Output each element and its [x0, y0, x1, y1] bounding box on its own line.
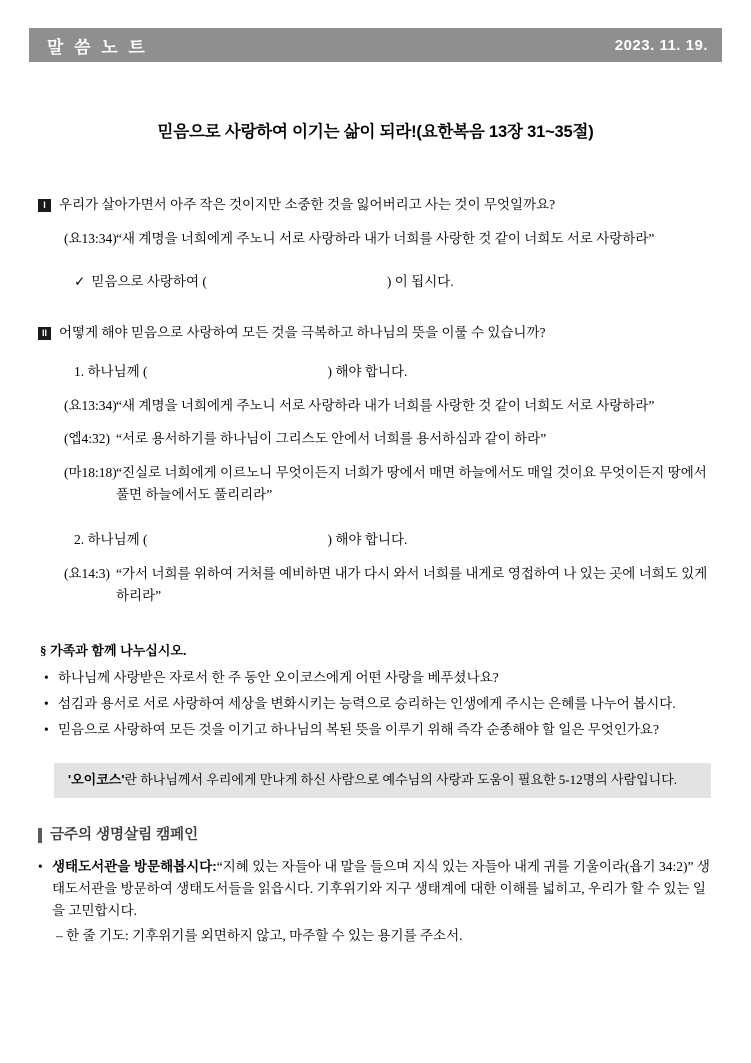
item-1-blank[interactable]	[148, 362, 328, 383]
page-title: 믿음으로 사랑하여 이기는 삶이 되라!(요한복음 13장 31~35절)	[157, 123, 594, 141]
list-item: • 섬김과 용서로 서로 사랑하여 세상을 변화시키는 능력으로 승리하는 인생에게 주시는 은혜를 나누어 봅시다.	[38, 693, 713, 714]
verse-text: “진실로 너희에게 이르노니 무엇이든지 너희가 땅에서 매면 하늘에서도 매일 것이요 무엇이든지 땅에서 풀면 하늘에서도 풀리리라”	[116, 465, 707, 503]
document-body	[38, 195, 713, 947]
header-bar	[29, 28, 722, 62]
verse-reference: (엡4:32)	[64, 431, 111, 447]
item-2-blank[interactable]	[148, 530, 328, 551]
section-2-item-2	[74, 530, 713, 551]
definition-text: 란 하나님께서 우리에게 만나게 하신 사람으로 예수님의 사랑과 도움이 필요한 5-12명의 사람입니다.	[124, 771, 678, 787]
verse-text: “새 계명을 너희에게 주노니 서로 사랑하라 내가 너희를 사랑한 것 같이 너희도 서로 사랑하라”	[116, 397, 655, 413]
section-symbol: §	[40, 642, 47, 658]
verse-reference: (마18:18)	[64, 465, 117, 481]
fill-blank-suffix: ) 이 됩시다.	[386, 273, 454, 289]
section-2-verse-2	[64, 428, 713, 450]
section-2-verse-3	[64, 462, 713, 506]
campaign-text: “지혜 있는 자들아 내 말을 들으며 지식 있는 자들아 내게 귀를 기울이라(욥기 34:2)” 생태도서관을 방문하여 생태도서들을 읽읍시다. 기후위기와 지구 생태계에 대한 이해를 넓히고, 우리가 할 수 있는 일을 고민합시다.	[52, 859, 710, 919]
verse-text: “서로 용서하기를 하나님이 그리스도 안에서 너희를 용서하심과 같이 하라”	[116, 431, 547, 447]
section-2-question-row	[38, 323, 713, 344]
spacer	[38, 293, 713, 323]
item-1-suffix: ) 해야 합니다.	[327, 363, 408, 379]
section-1-fill-blank	[74, 272, 713, 293]
item-2-suffix: ) 해야 합니다.	[327, 531, 408, 547]
campaign-heading-text: 금주의 생명살림 캠페인	[50, 826, 199, 843]
item-1-prefix: 1. 하나님께 (	[74, 363, 148, 379]
verse-text: “새 계명을 너희에게 주노니 서로 사랑하라 내가 너희를 사랑한 것 같이 너희도 서로 사랑하라”	[116, 230, 655, 246]
verse-reference: (요14:3)	[64, 565, 111, 581]
section-2-verse-1	[64, 395, 713, 417]
section-1-number: I	[38, 199, 51, 212]
verse-reference: (요13:34)	[64, 397, 117, 413]
section-1-question: 우리가 살아가면서 아주 작은 것이지만 소중한 것을 잃어버리고 사는 것이 무엇일까요?	[59, 197, 556, 212]
fill-blank-prefix: 믿음으로 사랑하여 (	[91, 273, 207, 289]
section-2-question: 어떻게 해야 믿음으로 사랑하여 모든 것을 극복하고 하나님의 뜻을 이룰 수 있습니까?	[59, 324, 546, 340]
section-2-verse-4	[64, 563, 713, 607]
header-title: 말 씀 노 트	[47, 37, 148, 57]
section-2-item-1	[74, 362, 713, 383]
section-1-verse	[64, 228, 713, 250]
family-question-list	[38, 667, 713, 741]
campaign-body	[38, 856, 713, 922]
fill-blank-space[interactable]	[207, 272, 387, 293]
definition-term: '오이코스'	[68, 771, 125, 787]
section-2-number: II	[38, 327, 51, 340]
family-section-heading	[40, 641, 713, 661]
definition-callout	[54, 763, 711, 798]
family-heading-text: 가족과 함께 나누십시오.	[50, 642, 187, 658]
list-item: • 하나님께 사랑받은 자로서 한 주 동안 오이코스에게 어떤 사랑을 베푸셨나요?	[38, 667, 713, 688]
item-2-prefix: 2. 하나님께 (	[74, 531, 148, 547]
section-1-question-row	[38, 195, 713, 216]
campaign-lead: 생태도서관을 방문해봅시다:	[52, 859, 217, 875]
accent-bar-icon	[38, 828, 42, 843]
list-item: • 믿음으로 사랑하여 모든 것을 이기고 하나님의 복된 뜻을 이루기 위해 즉각 순종해야 할 일은 무엇인가요?	[38, 719, 713, 740]
verse-text: “가서 너희를 위하여 거처를 예비하면 내가 다시 와서 너희를 내게로 영접하여 나 있는 곳에 너희도 있게 하리라”	[116, 565, 708, 603]
check-icon: ✓	[74, 273, 86, 289]
header-date: 2023. 11. 19.	[614, 36, 708, 54]
campaign-prayer: – 한 줄 기도: 기후위기를 외면하지 않고, 마주할 수 있는 용기를 주소서.	[56, 927, 463, 943]
verse-reference: (요13:34)	[64, 230, 117, 246]
campaign-heading	[38, 824, 713, 846]
